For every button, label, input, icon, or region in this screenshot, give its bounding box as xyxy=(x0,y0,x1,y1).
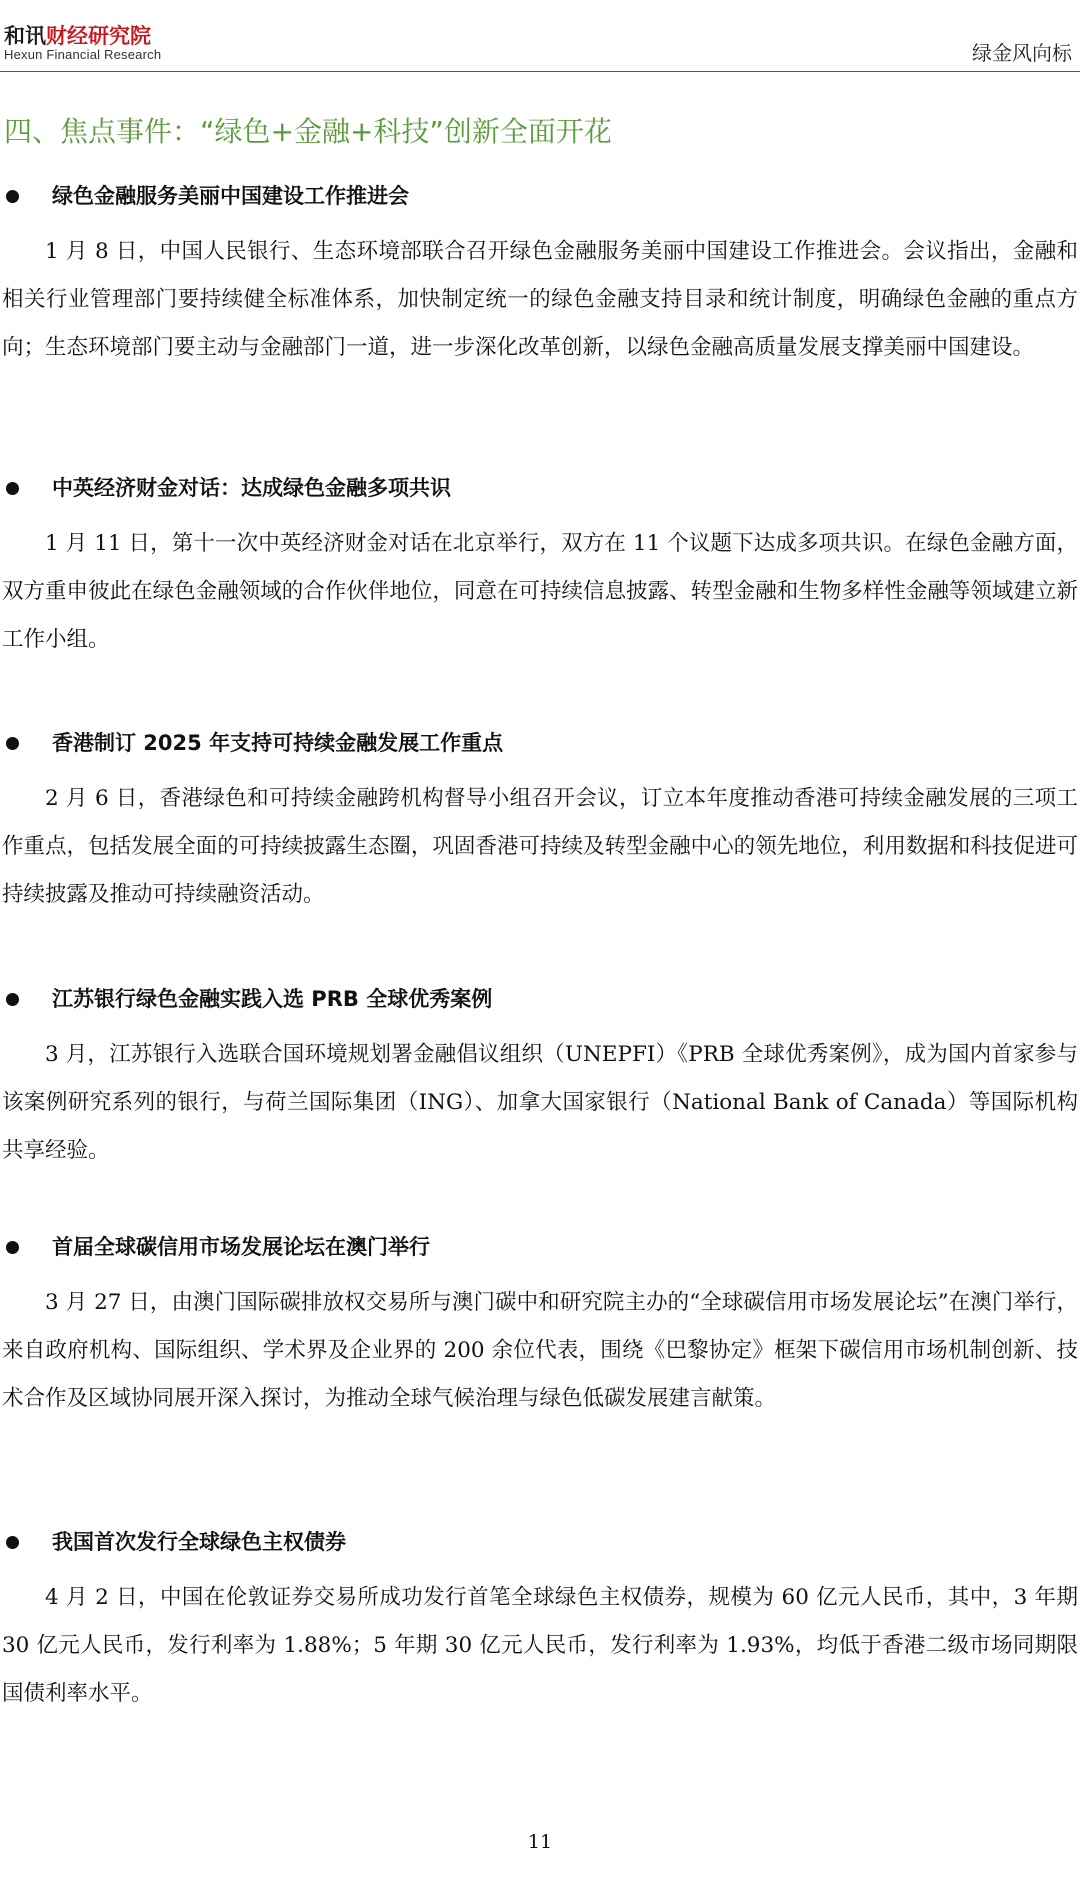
news-item-title: 首届全球碳信用市场发展论坛在澳门举行 xyxy=(52,1235,430,1259)
news-item-body: 1 月 8 日，中国人民银行、生态环境部联合召开绿色金融服务美丽中国建设工作推进会。会议指出，金融和相关行业管理部门要持续健全标准体系，加快制定统一的绿色金融支持目录和统计制度，明确绿色金融的重点方向；生态环境部门要主动与金融部门一道，进一步深化改革创新，以绿色金融高质量发展支撑美丽中国建设。 xyxy=(2,239,1078,360)
news-item xyxy=(0,723,1080,919)
news-item-body: 3 月 27 日，由澳门国际碳排放权交易所与澳门碳中和研究院主办的“全球碳信用市场发展论坛”在澳门举行，来自政府机构、国际组织、学术界及企业界的 200 余位代表，围绕《巴黎协定》框架下碳信用市场机制创新、技术合作及区域协同展开深入探讨，为推动全球气候治理与绿色低碳发展建言献策。 xyxy=(2,1290,1078,1411)
news-item-head xyxy=(0,1227,1080,1267)
news-item-head xyxy=(0,723,1080,763)
bullet-icon xyxy=(6,737,19,750)
news-item-body: 1 月 11 日，第十一次中英经济财金对话在北京举行，双方在 11 个议题下达成多项共识。在绿色金融方面，双方重申彼此在绿色金融领域的合作伙伴地位，同意在可持续信息披露、转型金融和生物多样性金融等领域建立新工作小组。 xyxy=(2,531,1078,652)
logo-english: Hexun Financial Research xyxy=(4,47,162,62)
bullet-icon xyxy=(6,1241,19,1254)
news-item-title: 我国首次发行全球绿色主权债券 xyxy=(52,1530,346,1554)
news-item-head xyxy=(0,176,1080,216)
bullet-icon xyxy=(6,993,19,1006)
news-item-head xyxy=(0,468,1080,508)
news-item xyxy=(0,1522,1080,1718)
page-header xyxy=(0,0,1080,72)
news-item-head xyxy=(0,979,1080,1019)
header-report-title: 绿金风向标 xyxy=(972,41,1072,65)
news-item-body: 3 月，江苏银行入选联合国环境规划署金融倡议组织（UNEPFI）《PRB 全球优秀案例》，成为国内首家参与该案例研究系列的银行，与荷兰国际集团（ING）、加拿大国家银行（National Bank of Canada）等国际机构共享经验。 xyxy=(2,1042,1078,1163)
news-item-title: 江苏银行绿色金融实践入选 PRB 全球优秀案例 xyxy=(52,987,493,1011)
section-title: 四、焦点事件：“绿色+金融+科技”创新全面开花 xyxy=(4,115,612,148)
news-item xyxy=(0,468,1080,664)
news-item-body: 2 月 6 日，香港绿色和可持续金融跨机构督导小组召开会议，订立本年度推动香港可持续金融发展的三项工作重点，包括发展全面的可持续披露生态圈，巩固香港可持续及转型金融中心的领先地位，利用数据和科技促进可持续披露及推动可持续融资活动。 xyxy=(2,786,1078,907)
news-item xyxy=(0,979,1080,1175)
news-item-title: 中英经济财金对话：达成绿色金融多项共识 xyxy=(52,476,451,500)
logo-chinese xyxy=(4,24,161,48)
news-item-body: 4 月 2 日，中国在伦敦证券交易所成功发行首笔全球绿色主权债券，规模为 60 亿元人民币，其中，3 年期 30 亿元人民币，发行利率为 1.88%；5 年期 30 亿元人民币，发行利率为 1.93%，均低于香港二级市场同期限国债利率水平。 xyxy=(2,1585,1078,1706)
news-item-title: 绿色金融服务美丽中国建设工作推进会 xyxy=(52,184,409,208)
logo-cn-red: 财经研究院 xyxy=(46,24,151,48)
logo-cn-black: 和讯 xyxy=(4,24,46,48)
news-item xyxy=(0,176,1080,372)
news-item-head xyxy=(0,1522,1080,1562)
news-item xyxy=(0,1227,1080,1423)
bullet-icon xyxy=(6,1536,19,1549)
news-item-title: 香港制订 2025 年支持可持续金融发展工作重点 xyxy=(52,731,504,755)
bullet-icon xyxy=(6,482,19,495)
hexun-logo xyxy=(4,24,161,62)
bullet-icon xyxy=(6,190,19,203)
page-number: 11 xyxy=(527,1831,553,1853)
